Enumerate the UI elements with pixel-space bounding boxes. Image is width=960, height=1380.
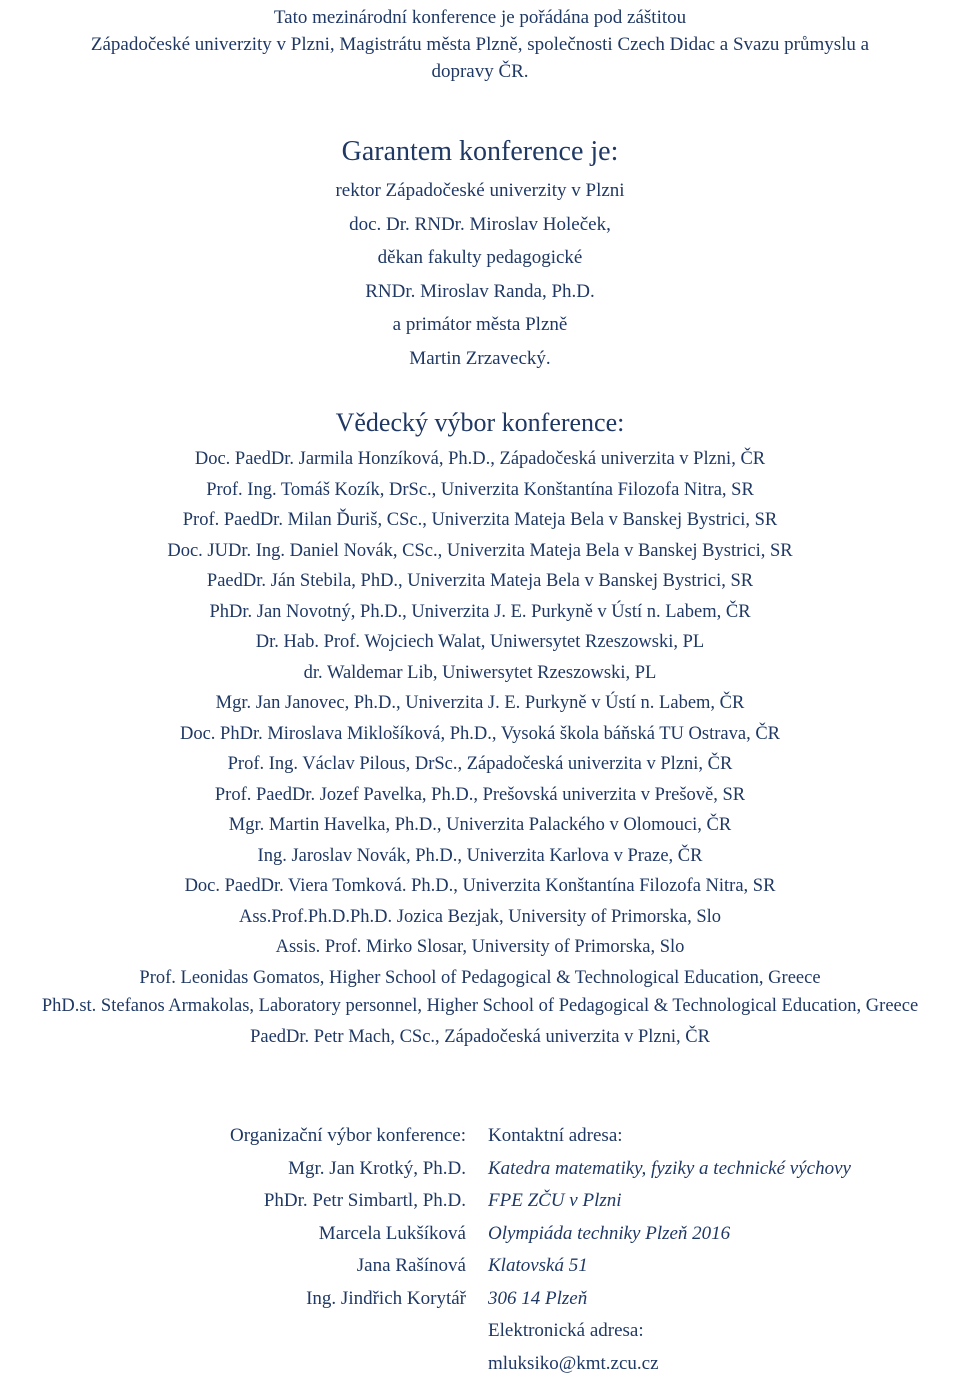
guarantor-line: doc. Dr. RNDr. Miroslav Holeček, xyxy=(349,213,611,235)
committee-member: Prof. Leonidas Gomatos, Higher School of Pedagogical & Technological Education, Greece xyxy=(139,967,821,988)
committee-member: Prof. Ing. Václav Pilous, DrSc., Západočeská univerzita v Plzni, ČR xyxy=(227,754,733,774)
guarantor-title: Garantem konference je: xyxy=(341,136,619,167)
committee-member: Ass.Prof.Ph.D.Ph.D. Jozica Bezjak, University of Primorska, Slo xyxy=(239,906,721,927)
committee-member: Ing. Jaroslav Novák, Ph.D., Univerzita Karlova v Praze, ČR xyxy=(257,845,703,866)
committee-member: Prof. PaedDr. Milan Ďuriš, CSc., Univerzita Mateja Bela v Banskej Bystrici, SR xyxy=(182,510,778,530)
organizer: PhDr. Petr Simbartl, Ph.D. xyxy=(263,1190,466,1211)
committee-member: Mgr. Martin Havelka, Ph.D., Univerzita Palackého v Olomouci, ČR xyxy=(228,815,732,835)
intro-line: Západočeské univerzity v Plzni, Magistrátu města Plzně, společnosti Czech Didac a Svazu průmyslu a xyxy=(90,34,870,55)
intro-line: dopravy ČR. xyxy=(431,61,529,82)
scientific-committee-title: Vědecký výbor konference: xyxy=(335,408,625,437)
committee-member: Assis. Prof. Mirko Slosar, University of Primorska, Slo xyxy=(275,937,685,957)
intro-block xyxy=(0,4,960,85)
address-line: Klatovská 51 xyxy=(488,1255,588,1276)
committee-member: Doc. PhDr. Miroslava Miklošíková, Ph.D., Vysoká škola báňská TU Ostrava, ČR xyxy=(179,723,781,744)
committee-member: PaedDr. Ján Stebila, PhD., Univerzita Mateja Bela v Banskej Bystrici, SR xyxy=(206,571,754,591)
organizing-committee xyxy=(140,1120,466,1315)
email-address: mluksiko@kmt.zcu.cz xyxy=(488,1352,659,1374)
committee-member: Mgr. Jan Janovec, Ph.D., Univerzita J. E. Purkyně v Ústí n. Labem, ČR xyxy=(215,693,745,713)
email-label: Elektronická adresa: xyxy=(488,1320,644,1341)
committee-member: Doc. PaedDr. Viera Tomková. Ph.D., Univerzita Konštantína Filozofa Nitra, SR xyxy=(184,876,776,896)
guarantor-line: a primátor města Plzně xyxy=(392,314,568,336)
committee-member: Doc. PaedDr. Jarmila Honzíková, Ph.D., Západočeská univerzita v Plzni, ČR xyxy=(194,449,766,469)
committee-member: Prof. Ing. Tomáš Kozík, DrSc., Univerzita Konštantína Filozofa Nitra, SR xyxy=(206,479,754,500)
address-line: Katedra matematiky, fyziky a technické výchovy xyxy=(488,1157,851,1179)
organizer: Ing. Jindřich Korytář xyxy=(306,1287,466,1309)
committee-member: Dr. Hab. Prof. Wojciech Walat, Uniwersytet Rzeszowski, PL xyxy=(255,632,705,652)
scientific-committee-list xyxy=(0,444,960,1053)
address-line: 306 14 Plzeň xyxy=(488,1287,588,1309)
guarantor-line: děkan fakulty pedagogické xyxy=(377,247,583,269)
committee-member: Doc. JUDr. Ing. Daniel Novák, CSc., Univerzita Mateja Bela v Banskej Bystrici, SR xyxy=(167,540,793,561)
committee-member: PhDr. Jan Novotný, Ph.D., Univerzita J. E. Purkyně v Ústí n. Labem, ČR xyxy=(209,601,751,622)
organizing-committee-title: Organizační výbor konference: xyxy=(230,1125,466,1146)
organizer: Marcela Lukšíková xyxy=(318,1222,466,1244)
address-line: FPE ZČU v Plzni xyxy=(488,1190,622,1211)
committee-member: dr. Waldemar Lib, Uniwersytet Rzeszowski, PL xyxy=(303,662,657,683)
address-line: Olympiáda techniky Plzeň 2016 xyxy=(488,1222,731,1244)
intro-line: Tato mezinárodní konference je pořádána pod záštitou xyxy=(273,7,687,28)
guarantor-line: Martin Zrzavecký. xyxy=(409,347,551,369)
guarantor-block xyxy=(0,174,960,376)
guarantor-line: RNDr. Miroslav Randa, Ph.D. xyxy=(365,280,595,302)
organizer: Mgr. Jan Krotký, Ph.D. xyxy=(288,1157,466,1179)
committee-member: PaedDr. Petr Mach, CSc., Západočeská univerzita v Plzni, ČR xyxy=(250,1027,710,1047)
contact-block xyxy=(488,1120,948,1380)
contact-title: Kontaktní adresa: xyxy=(488,1125,623,1146)
organizer: Jana Rašínová xyxy=(356,1255,466,1276)
committee-member: PhD.st. Stefanos Armakolas, Laboratory personnel, Higher School of Pedagogical & Technological Education, Greece xyxy=(41,996,919,1016)
committee-member: Prof. PaedDr. Jozef Pavelka, Ph.D., Prešovská univerzita v Prešově, SR xyxy=(214,784,746,805)
guarantor-line: rektor Západočeské univerzity v Plzni xyxy=(335,180,625,201)
